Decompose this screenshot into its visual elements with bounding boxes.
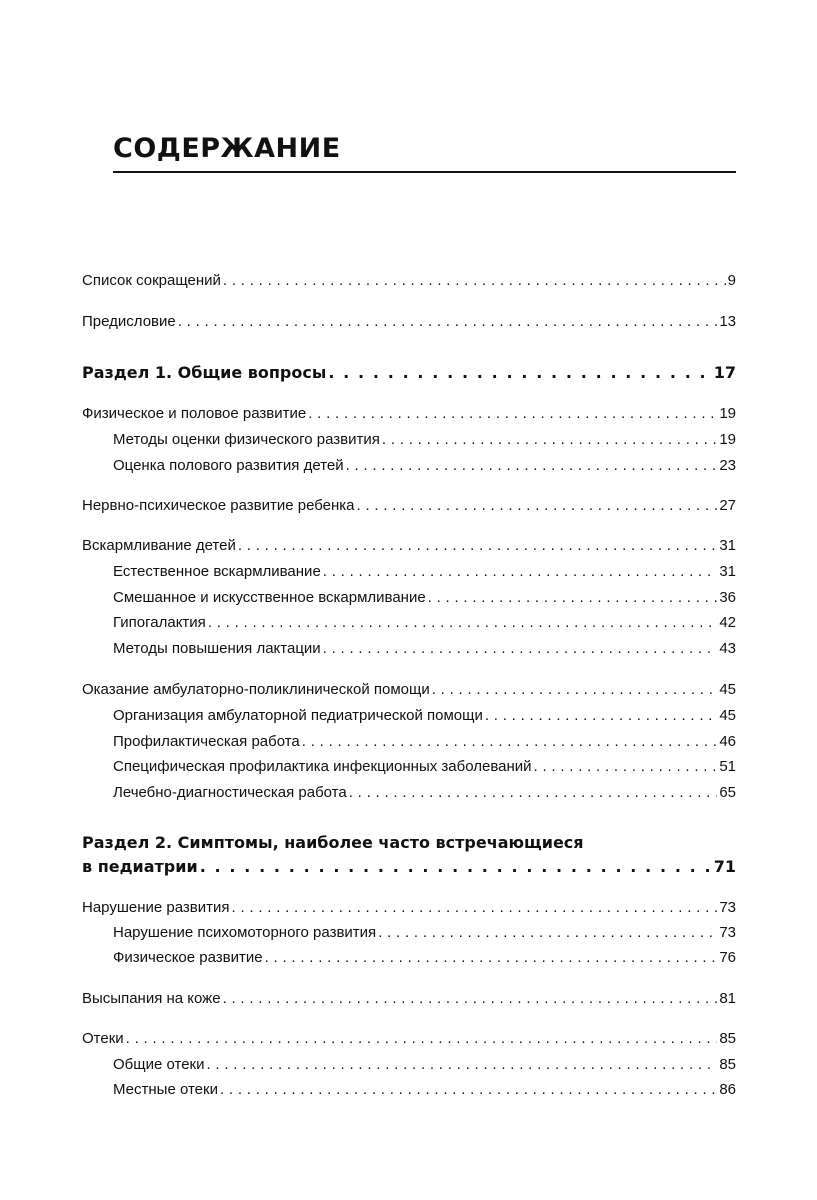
toc-entry-page: 45 [719, 681, 736, 698]
toc-section-page: 17 [713, 363, 736, 382]
title-underline [113, 171, 736, 173]
dot-leader [382, 429, 717, 451]
toc-entry-title: Вскармливание детей [82, 537, 236, 554]
toc-entry-title: Нарушение развития [82, 899, 230, 916]
toc-subentry-title: Общие отеки [113, 1056, 205, 1073]
toc-subentry-title: Методы оценки физического развития [113, 431, 380, 448]
toc-subentry [113, 922, 736, 944]
toc-subentry-page: 51 [719, 758, 736, 775]
toc-subentry [113, 1054, 736, 1076]
toc-section-page: 71 [713, 857, 736, 876]
toc-entry-title: Физическое и половое развитие [82, 405, 307, 422]
dot-leader [126, 1028, 718, 1050]
toc-subentry-page: 65 [719, 784, 736, 801]
toc-subentry [113, 612, 736, 634]
toc-entry-page: 81 [719, 990, 736, 1007]
toc-entry-title: Список сокращений [82, 272, 221, 289]
toc-entry-page: 85 [719, 1030, 736, 1047]
toc-entry [82, 495, 736, 517]
dot-leader [178, 311, 718, 333]
toc-subentry-page: 85 [719, 1056, 736, 1073]
toc-subentry [113, 587, 736, 609]
toc-subentry-page: 31 [719, 563, 736, 580]
dot-leader [208, 612, 718, 634]
dot-leader [485, 705, 717, 727]
dot-leader [323, 561, 718, 583]
dot-leader [207, 1054, 718, 1076]
toc-subentry [113, 561, 736, 583]
toc-subentry [113, 947, 736, 969]
toc-section-title-line1: Раздел 2. Симптомы, наиболее часто встречающиеся [82, 833, 584, 852]
toc-entry [82, 535, 736, 557]
toc-subentry [113, 705, 736, 727]
toc-subentry [113, 455, 736, 477]
dot-leader [232, 897, 718, 919]
toc-subentry-title: Лечебно-диагностическая работа [113, 784, 347, 801]
toc-subentry-title: Нарушение психомоторного развития [113, 924, 377, 941]
toc-subentry-title: Гипогалактия [113, 614, 206, 631]
toc-entry [82, 1028, 736, 1050]
toc-entry [82, 897, 736, 919]
toc-subentry-title: Методы повышения лактации [113, 640, 321, 657]
dot-leader [378, 922, 717, 944]
toc-subentry-page: 46 [719, 733, 736, 750]
toc-subentry [113, 429, 736, 451]
toc-entry-page: 27 [719, 497, 736, 514]
dot-leader [323, 638, 718, 660]
dot-leader [534, 756, 718, 778]
page-title: СОДЕРЖАНИЕ [113, 133, 341, 164]
toc-entry-title: Отеки [82, 1030, 124, 1047]
toc-section-heading [82, 362, 736, 384]
toc-subentry-page: 45 [719, 707, 736, 724]
toc-entry-title: Предисловие [82, 313, 176, 330]
dot-leader [223, 988, 718, 1010]
toc-subentry-page: 36 [719, 589, 736, 606]
dot-leader [223, 270, 726, 292]
toc-subentry-page: 73 [719, 924, 736, 941]
toc-entry-title: Оказание амбулаторно-поликлинической помощи [82, 681, 430, 698]
dot-leader [432, 679, 718, 701]
dot-leader [220, 1079, 717, 1101]
toc-entry-page: 19 [719, 405, 736, 422]
toc-subentry-title: Организация амбулаторной педиатрической помощи [113, 707, 483, 724]
toc-subentry-title: Естественное вскармливание [113, 563, 321, 580]
toc-subentry-title: Смешанное и искусственное вскармливание [113, 589, 426, 606]
toc-entry [82, 679, 736, 701]
toc-subentry-title: Оценка полового развития детей [113, 457, 344, 474]
toc-subentry-page: 23 [719, 457, 736, 474]
toc-subentry-page: 43 [719, 640, 736, 657]
dot-leader [238, 535, 717, 557]
toc-entry [82, 270, 736, 292]
toc-entry-page: 9 [727, 272, 736, 289]
toc-entry [82, 988, 736, 1010]
toc-subentry-title: Специфическая профилактика инфекционных заболеваний [113, 758, 532, 775]
dot-leader [357, 495, 718, 517]
toc-subentry [113, 731, 736, 753]
toc-entry [82, 403, 736, 425]
toc-subentry-title: Местные отеки [113, 1081, 218, 1098]
toc-section-heading [82, 856, 736, 878]
dot-leader [302, 731, 718, 753]
toc-subentry-page: 42 [719, 614, 736, 631]
toc-entry-page: 13 [719, 313, 736, 330]
toc-subentry-page: 19 [719, 431, 736, 448]
toc-subentry [113, 638, 736, 660]
toc-entry-title: Нервно-психическое развитие ребенка [82, 497, 355, 514]
toc-section-title: Раздел 1. Общие вопросы [82, 363, 327, 382]
toc-subentry-page: 76 [719, 949, 736, 966]
toc-subentry-title: Профилактическая работа [113, 733, 300, 750]
toc-entry-page: 31 [719, 537, 736, 554]
toc-subentry-page: 86 [719, 1081, 736, 1098]
dot-leader [308, 403, 717, 425]
dot-leader [428, 587, 718, 609]
dot-leader [346, 455, 718, 477]
dot-leader [200, 856, 712, 878]
toc-subentry [113, 782, 736, 804]
dot-leader [328, 362, 711, 384]
toc-entry-page: 73 [719, 899, 736, 916]
toc-subentry [113, 1079, 736, 1101]
toc-entry-title: Высыпания на коже [82, 990, 221, 1007]
toc-subentry-title: Физическое развитие [113, 949, 263, 966]
dot-leader [349, 782, 718, 804]
toc-subentry [113, 756, 736, 778]
toc-section-title-line2: в педиатрии [82, 857, 198, 876]
dot-leader [265, 947, 718, 969]
toc-entry [82, 311, 736, 333]
